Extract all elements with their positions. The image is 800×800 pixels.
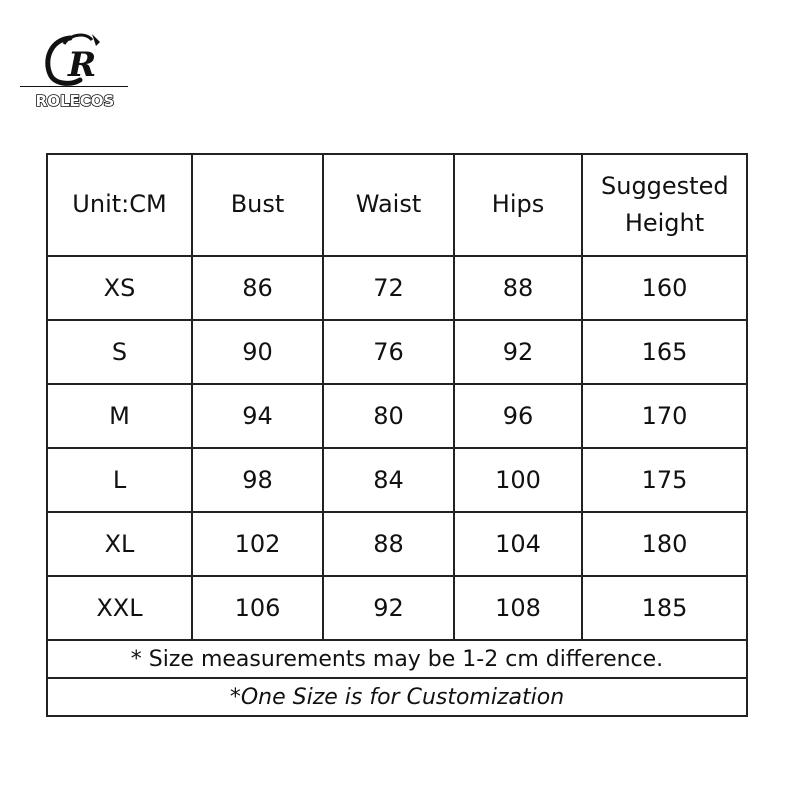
header-suggested-height: Suggested Height [582,154,747,256]
height-cell: 185 [582,576,747,640]
size-cell: XL [47,512,192,576]
hips-cell: 104 [454,512,582,576]
waist-cell: 92 [323,576,454,640]
hips-cell: 100 [454,448,582,512]
height-cell: 175 [582,448,747,512]
hips-cell: 96 [454,384,582,448]
size-cell: S [47,320,192,384]
brand-logo [20,30,130,120]
waist-cell: 84 [323,448,454,512]
table-row [47,256,747,320]
table-header-row [47,154,747,256]
hips-cell: 108 [454,576,582,640]
note-row-measurement [47,640,747,678]
table-row [47,448,747,512]
height-cell: 165 [582,320,747,384]
bust-cell: 106 [192,576,323,640]
table-row [47,384,747,448]
header-hips: Hips [454,154,582,256]
hips-cell: 92 [454,320,582,384]
size-cell: XXL [47,576,192,640]
brand-monogram: R [68,45,97,85]
size-cell: L [47,448,192,512]
header-unit: Unit:CM [47,154,192,256]
bust-cell: 90 [192,320,323,384]
waist-cell: 72 [323,256,454,320]
brand-name: ROLECOS [35,92,115,110]
note-one-size-customization: *One Size is for Customization [47,678,747,716]
rolecos-monogram-icon [40,30,120,88]
note-row-customization [47,678,747,716]
table-row [47,512,747,576]
logo-divider [20,86,128,87]
waist-cell: 80 [323,384,454,448]
height-cell: 160 [582,256,747,320]
bust-cell: 98 [192,448,323,512]
size-cell: M [47,384,192,448]
note-measurement-difference: * Size measurements may be 1-2 cm difference. [47,640,747,678]
height-cell: 170 [582,384,747,448]
table-row [47,576,747,640]
table-row [47,320,747,384]
waist-cell: 88 [323,512,454,576]
height-cell: 180 [582,512,747,576]
size-chart-table [46,153,748,717]
bust-cell: 102 [192,512,323,576]
waist-cell: 76 [323,320,454,384]
header-waist: Waist [323,154,454,256]
bust-cell: 86 [192,256,323,320]
size-cell: XS [47,256,192,320]
hips-cell: 88 [454,256,582,320]
header-bust: Bust [192,154,323,256]
bust-cell: 94 [192,384,323,448]
